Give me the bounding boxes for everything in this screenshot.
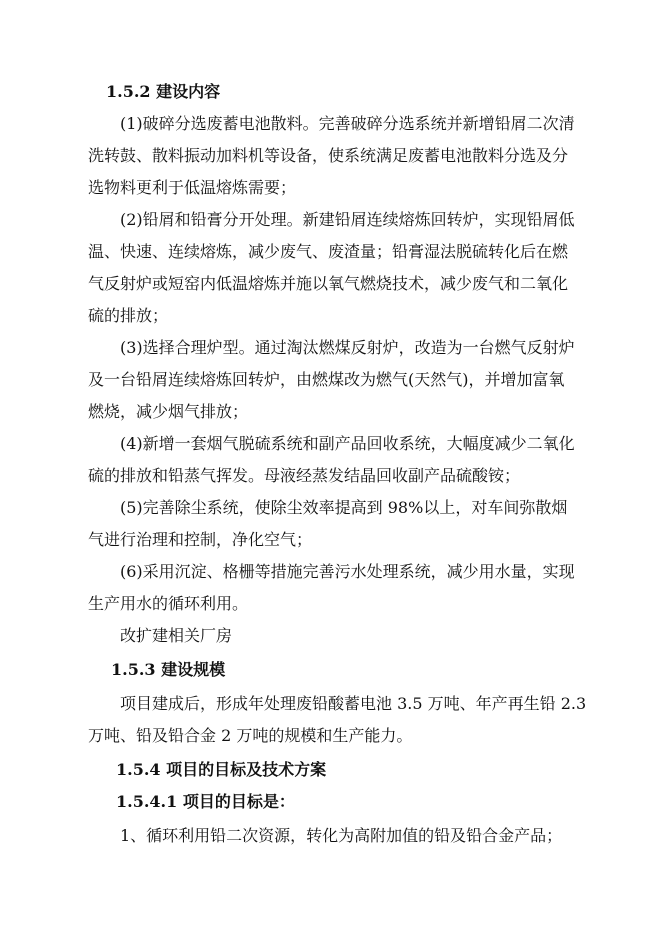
paragraph-line: (4)新增一套烟气脱硫系统和副产品回收系统，大幅度减少二氧化 (120, 434, 575, 453)
paragraph-line: (6)采用沉淀、格栅等措施完善污水处理系统，减少用水量，实现 (120, 562, 575, 581)
paragraph-line: 气反射炉或短窑内低温熔炼并施以氧气燃烧技术，减少废气和二氧化 (88, 274, 569, 293)
section-heading-1-5-4-1: 1.5.4.1 项目的目标是： (116, 792, 295, 811)
paragraph-line: (5)完善除尘系统，使除尘效率提高到 98%以上，对车间弥散烟 (120, 498, 568, 517)
paragraph-line: 燃烧，减少烟气排放； (88, 402, 249, 421)
paragraph-line: 项目建成后，形成年处理废铅酸蓄电池 3.5 万吨、年产再生铅 2.3 (120, 694, 587, 713)
paragraph-line: 及一台铅屑连续熔炼回转炉，由燃煤改为燃气(天然气)，并增加富氧 (88, 370, 565, 389)
section-heading-1-5-3: 1.5.3 建设规模 (111, 660, 226, 679)
paragraph-line: (2)铅屑和铅膏分开处理。新建铅屑连续熔炼回转炉，实现铅屑低 (120, 210, 575, 229)
paragraph-line: 温、快速、连续熔炼，减少废气、废渣量；铅膏湿法脱硫转化后在燃 (88, 242, 569, 261)
section-heading-1-5-4: 1.5.4 项目的目标及技术方案 (116, 760, 327, 779)
paragraph-line: 选物料更利于低温熔炼需要； (88, 178, 297, 197)
section-heading-1-5-2: 1.5.2 建设内容 (106, 82, 221, 101)
paragraph-line: 1、循环利用铅二次资源，转化为高附加值的铅及铅合金产品； (120, 826, 563, 845)
paragraph-line: 硫的排放； (88, 306, 169, 325)
paragraph-line: 洗转鼓、散料振动加料机等设备，使系统满足废蓄电池散料分选及分 (88, 146, 569, 165)
paragraph-line: 生产用水的循环利用。 (88, 594, 249, 613)
paragraph-line: 气进行治理和控制，净化空气； (88, 530, 313, 549)
paragraph-line: (3)选择合理炉型。通过淘汰燃煤反射炉，改造为一台燃气反射炉 (120, 338, 575, 357)
paragraph-line: (1)破碎分选废蓄电池散料。完善破碎分选系统并新增铅屑二次清 (120, 114, 575, 133)
paragraph-line: 硫的排放和铅蒸气挥发。母液经蒸发结晶回收副产品硫酸铵； (88, 466, 521, 485)
paragraph-line: 改扩建相关厂房 (120, 626, 233, 645)
paragraph-line: 万吨、铅及铅合金 2 万吨的规模和生产能力。 (88, 726, 413, 745)
